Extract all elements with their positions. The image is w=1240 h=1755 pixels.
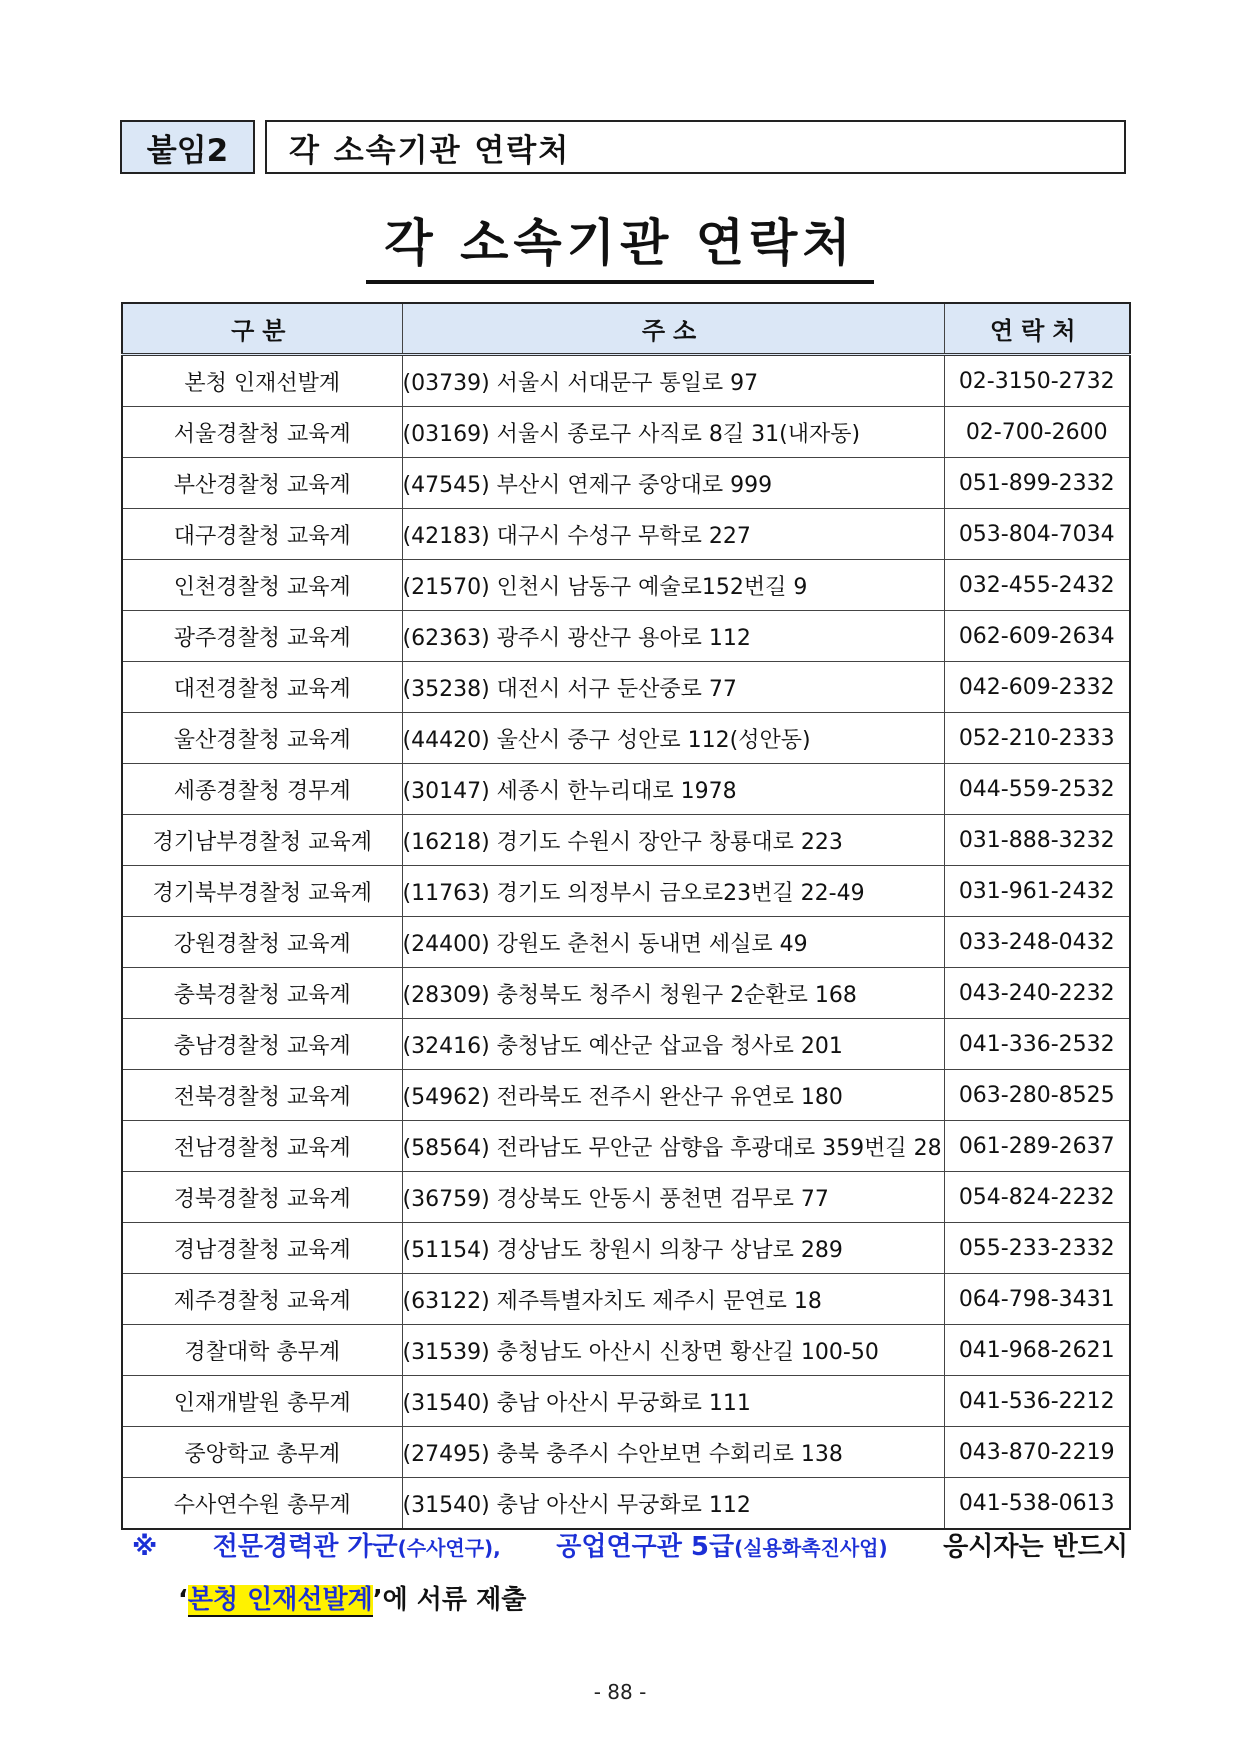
org-cell: 경북경찰청 교육계 [122, 1172, 402, 1223]
phone-cell: 02-700-2600 [944, 407, 1130, 458]
org-cell: 본청 인재선발계 [122, 355, 402, 407]
phone-cell: 064-798-3431 [944, 1274, 1130, 1325]
attachment-header [120, 120, 1126, 174]
org-cell: 인천경찰청 교육계 [122, 560, 402, 611]
org-cell: 수사연수원 총무계 [122, 1478, 402, 1530]
address-cell: (47545) 부산시 연제구 중앙대로 999 [402, 458, 944, 509]
phone-cell: 062-609-2634 [944, 611, 1130, 662]
phone-cell: 061-289-2637 [944, 1121, 1130, 1172]
phone-cell: 041-538-0613 [944, 1478, 1130, 1530]
table-row [122, 1121, 1130, 1172]
table-row [122, 917, 1130, 968]
note-line-2 [132, 1579, 1128, 1616]
note-part1-small: (수사연구), [397, 1536, 501, 1560]
submission-note [132, 1526, 1128, 1616]
page-title: 각 소속기관 연락처 [366, 210, 873, 284]
org-cell: 경기북부경찰청 교육계 [122, 866, 402, 917]
attachment-title-box [265, 120, 1126, 174]
table-row [122, 611, 1130, 662]
phone-cell: 041-336-2532 [944, 1019, 1130, 1070]
table-body [122, 355, 1130, 1530]
table-row [122, 1070, 1130, 1121]
address-cell: (51154) 경상남도 창원시 의창구 상남로 289 [402, 1223, 944, 1274]
phone-cell: 041-968-2621 [944, 1325, 1130, 1376]
header-gap [255, 120, 265, 174]
org-cell: 경찰대학 총무계 [122, 1325, 402, 1376]
phone-cell: 051-899-2332 [944, 458, 1130, 509]
address-cell: (03169) 서울시 종로구 사직로 8길 31(내자동) [402, 407, 944, 458]
table-row [122, 509, 1130, 560]
address-cell: (28309) 충청북도 청주시 청원구 2순환로 168 [402, 968, 944, 1019]
address-cell: (30147) 세종시 한누리대로 1978 [402, 764, 944, 815]
phone-cell: 063-280-8525 [944, 1070, 1130, 1121]
note-part2 [556, 1526, 887, 1563]
phone-cell: 041-536-2212 [944, 1376, 1130, 1427]
page-number: - 88 - [593, 1680, 647, 1704]
org-cell: 세종경찰청 경무계 [122, 764, 402, 815]
address-cell: (62363) 광주시 광산구 용아로 112 [402, 611, 944, 662]
phone-cell: 055-233-2332 [944, 1223, 1130, 1274]
org-cell: 강원경찰청 교육계 [122, 917, 402, 968]
table-row [122, 1172, 1130, 1223]
phone-cell: 044-559-2532 [944, 764, 1130, 815]
phone-cell: 043-240-2232 [944, 968, 1130, 1019]
address-cell: (31539) 충청남도 아산시 신창면 황산길 100-50 [402, 1325, 944, 1376]
address-cell: (03739) 서울시 서대문구 통일로 97 [402, 355, 944, 407]
contacts-table [121, 302, 1131, 1530]
address-cell: (21570) 인천시 남동구 예술로152번길 9 [402, 560, 944, 611]
org-cell: 부산경찰청 교육계 [122, 458, 402, 509]
phone-cell: 052-210-2333 [944, 713, 1130, 764]
table-row [122, 713, 1130, 764]
note-part2-text: 공업연구관 5급 [556, 1532, 735, 1562]
table-row [122, 560, 1130, 611]
phone-cell: 033-248-0432 [944, 917, 1130, 968]
table-row [122, 1478, 1130, 1530]
table-header-row [122, 303, 1130, 355]
address-cell: (31540) 충남 아산시 무궁화로 112 [402, 1478, 944, 1530]
org-cell: 대구경찰청 교육계 [122, 509, 402, 560]
table-row [122, 355, 1130, 407]
table-row [122, 1019, 1130, 1070]
address-cell: (16218) 경기도 수원시 장안구 창룡대로 223 [402, 815, 944, 866]
column-header-address: 주소 [402, 303, 944, 355]
address-cell: (36759) 경상북도 안동시 풍천면 검무로 77 [402, 1172, 944, 1223]
org-cell: 충북경찰청 교육계 [122, 968, 402, 1019]
table-row [122, 1325, 1130, 1376]
phone-cell: 032-455-2432 [944, 560, 1130, 611]
address-cell: (27495) 충북 충주시 수안보면 수회리로 138 [402, 1427, 944, 1478]
org-cell: 경기남부경찰청 교육계 [122, 815, 402, 866]
column-header-contact: 연락처 [944, 303, 1130, 355]
table-row [122, 815, 1130, 866]
org-cell: 전북경찰청 교육계 [122, 1070, 402, 1121]
note-part1 [213, 1526, 501, 1563]
address-cell: (58564) 전라남도 무안군 삼향읍 후광대로 359번길 28 [402, 1121, 944, 1172]
note-quote-open: ‘ [178, 1585, 188, 1615]
table-row [122, 968, 1130, 1019]
org-cell: 인재개발원 총무계 [122, 1376, 402, 1427]
note-part1-text: 전문경력관 가군 [212, 1532, 398, 1562]
attachment-title: 각 소속기관 연락처 [289, 132, 571, 169]
phone-cell: 02-3150-2732 [944, 355, 1130, 407]
address-cell: (63122) 제주특별자치도 제주시 문연로 18 [402, 1274, 944, 1325]
table-row [122, 1274, 1130, 1325]
org-cell: 중앙학교 총무계 [122, 1427, 402, 1478]
phone-cell: 053-804-7034 [944, 509, 1130, 560]
note-part3: 응시자는 반드시 [943, 1532, 1128, 1562]
address-cell: (54962) 전라북도 전주시 완산구 유연로 180 [402, 1070, 944, 1121]
note-mark: ※ [132, 1532, 158, 1562]
note-part2-small: (실용화촉진사업) [734, 1536, 888, 1560]
org-cell: 경남경찰청 교육계 [122, 1223, 402, 1274]
table-row [122, 407, 1130, 458]
org-cell: 서울경찰청 교육계 [122, 407, 402, 458]
org-cell: 전남경찰청 교육계 [122, 1121, 402, 1172]
attachment-tag-label: 붙임2 [146, 132, 229, 169]
phone-cell: 054-824-2232 [944, 1172, 1130, 1223]
phone-cell: 043-870-2219 [944, 1427, 1130, 1478]
table-row [122, 866, 1130, 917]
address-cell: (31540) 충남 아산시 무궁화로 111 [402, 1376, 944, 1427]
phone-cell: 031-888-3232 [944, 815, 1130, 866]
attachment-tag [120, 120, 255, 174]
page-title-wrap [0, 210, 1240, 284]
address-cell: (24400) 강원도 춘천시 동내면 세실로 49 [402, 917, 944, 968]
note-line-1 [132, 1526, 1128, 1563]
org-cell: 대전경찰청 교육계 [122, 662, 402, 713]
table-row [122, 458, 1130, 509]
address-cell: (44420) 울산시 중구 성안로 112(성안동) [402, 713, 944, 764]
table-row [122, 662, 1130, 713]
org-cell: 광주경찰청 교육계 [122, 611, 402, 662]
column-header-category: 구분 [122, 303, 402, 355]
table-row [122, 1223, 1130, 1274]
org-cell: 충남경찰청 교육계 [122, 1019, 402, 1070]
address-cell: (32416) 충청남도 예산군 삽교읍 청사로 201 [402, 1019, 944, 1070]
org-cell: 제주경찰청 교육계 [122, 1274, 402, 1325]
table-row [122, 764, 1130, 815]
table-row [122, 1427, 1130, 1478]
phone-cell: 031-961-2432 [944, 866, 1130, 917]
org-cell: 울산경찰청 교육계 [122, 713, 402, 764]
table-row [122, 1376, 1130, 1427]
note-quote-close: ’에 서류 제출 [372, 1585, 527, 1615]
phone-cell: 042-609-2332 [944, 662, 1130, 713]
address-cell: (42183) 대구시 수성구 무학로 227 [402, 509, 944, 560]
note-highlight: 본청 인재선발계 [187, 1585, 373, 1615]
address-cell: (11763) 경기도 의정부시 금오로23번길 22-49 [402, 866, 944, 917]
address-cell: (35238) 대전시 서구 둔산중로 77 [402, 662, 944, 713]
